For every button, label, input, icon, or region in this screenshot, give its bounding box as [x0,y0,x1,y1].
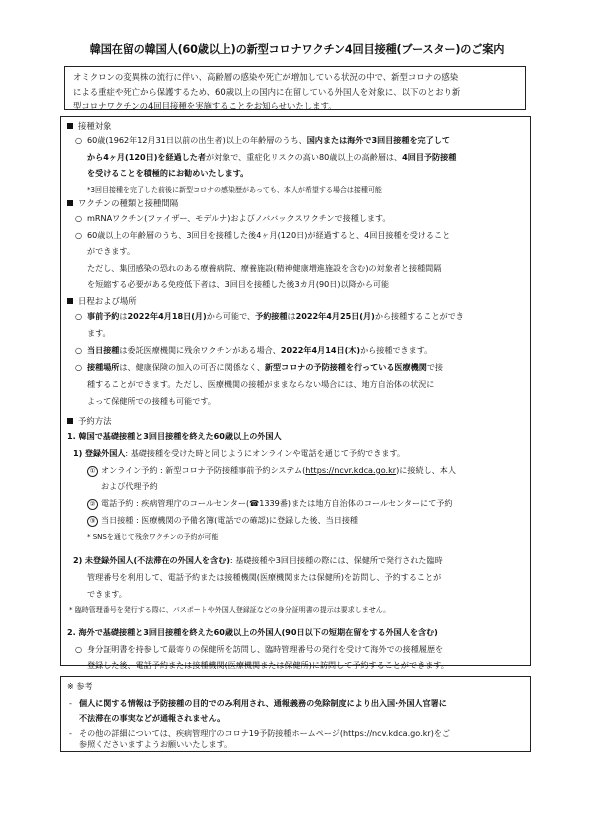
subsection-heading: 2. 海外で基礎接種と3回目接種を終えた60歳以上の外国人(90日以下の短期在留をする外国人を含む) [67,627,438,637]
overseas-line: 身分証明書を持参して最寄りの保健所を訪問し、臨時管理番号の発行を受けて海外での接種履歴を [87,644,444,654]
bullet-icon: ○ [75,362,83,372]
square-bullet-icon [67,298,73,304]
reference-line: 不法滞在の事実などが通報されません。 [79,713,226,723]
subsection-heading: 1. 韓国で基礎接種と3回目接種を終えた60歳以上の外国人 [67,431,282,441]
reference-box [60,676,531,752]
dash-icon: - [69,728,72,738]
phone-icon: ☎1339 [249,498,280,508]
registered-line: 1) 登録外国人: 基礎接種を受けた時と同じようにオンラインや電話を通じて予約できます。 [73,448,406,458]
schedule-line: ます。 [87,328,111,338]
method-phone: ② 電話予約 : 疾病管理庁のコールセンター(☎1339番)または地方自治体のコールセンターにて予約 [87,498,452,510]
intro-box [64,66,526,110]
schedule-line: 事前予約は2022年4月18日(月)から可能で、予約接種は2022年4月25日(月)から接種することができ [87,311,464,321]
overseas-line: 登録した後、電話予約または接種機関(医療機関または保健所)に訪問して予約することができます。 [87,660,449,670]
bullet-icon: ○ [75,311,83,321]
schedule-line: よって保健所での接種も可能です。 [87,396,216,406]
reference-line: 個人に関する情報は予防接種の目的でのみ利用され、通報義務の免除制度により出入国·外国人官署に [79,698,447,708]
section-heading-vaccine: ワクチンの種類と接種間隔 [67,197,178,209]
bullet-icon: ○ [75,345,83,355]
bullet-icon: ○ [75,135,83,145]
target-line: を受けることを積極的にお勧めいたします。 [87,168,249,178]
intro-line: による重症や死亡から保護するため、60歳以上の国内に在留している外国人を対象に、以下のとおり新 [73,86,461,97]
vaccine-line: ただし、集団感染の恐れのある療養病院、療養施設(精神健康増進施設を含む)の対象者と接種間隔 [87,263,442,273]
intro-line: 型コロナワクチンの4回目接種を実施することをお知らせいたします。 [73,101,337,111]
method-online: ① オンライン予約 : 新型コロナ予防接種事前予約システム(https://ncvr.kdca.go.kr)に接続し、本人 [87,465,456,477]
numbered-circle-icon: ② [87,499,98,510]
unregistered-line: できます。 [87,589,127,599]
method-same-day: ③ 当日接種 : 医療機関の予備名簿(電話での確認)に登録した後、当日接種 [87,515,358,527]
square-bullet-icon [67,200,73,206]
vaccine-line: を短縮する必要がある免疫低下者は、3回目を接種した後3カ月(90日)以降から可能 [87,279,390,289]
section-heading-reservation: 予約方法 [67,415,112,427]
target-note: *3回目接種を完了した前後に新型コロナの感染歴があっても、本人が希望する場合は接種可能 [87,186,382,194]
sns-note: * SNSを通じて残余ワクチンの予約が可能 [87,533,219,541]
unregistered-line: 管理番号を利用して、電話予約または接種機関(医療機関または保健所)を訪問し、予約することが [87,572,442,582]
bullet-icon: ○ [75,213,83,223]
reference-line: 参照くださいますようお願いいたします。 [79,739,233,749]
reference-line: その他の詳細については、疾病管理庁のコロナ19予防接種ホームページ(https://ncv.kdca.go.kr)をご [79,728,451,738]
intro-line: オミクロンの変異株の流行に伴い、高齢層の感染や死亡が増加している状況の中で、新型コロナの感染 [73,72,459,82]
bullet-icon: ○ [75,644,83,654]
square-bullet-icon [67,418,73,424]
section-heading-target: 接種対象 [67,120,112,132]
target-line: 60歳(1962年12月31日以前の出生者)以上の年齢層のうち、国内または海外で3回目接種を完了して [87,135,450,145]
schedule-line: 当日接種は委託医療機関に残余ワクチンがある場合、2022年4月14日(木)から接種できます。 [87,345,433,355]
vaccine-line: ができます。 [87,246,135,256]
reference-heading: ※ 参考 [67,681,93,691]
section-heading-schedule: 日程および場所 [67,295,137,307]
numbered-circle-icon: ③ [87,516,98,527]
unregistered-line: 2) 未登録外国人(不法滞在の外国人を含む): 基礎接種や3回目接種の際には、保健所で発行された臨時 [73,555,443,565]
reservation-link[interactable]: https://ncvr.kdca.go.kr [305,465,397,475]
dash-icon: - [69,698,72,708]
bullet-icon: ○ [75,230,83,240]
square-bullet-icon [67,123,73,129]
target-line: から4ヶ月(120日)を経過した者が対象で、重症化リスクの高い80歳以上の高齢層は、4回目予防接種 [87,152,457,162]
page-title: 韓国在留の韓国人(60歳以上)の新型コロナワクチン4回目接種(ブースター)のご案内 [89,43,505,56]
vaccine-line: mRNAワクチン(ファイザー、モデルナ)およびノババックスワクチンで接種します。 [87,213,391,223]
schedule-line: 種することができます。ただし、医療機関の接種がままならない場合には、地方自治体の状況に [87,379,435,389]
numbered-circle-icon: ① [87,466,98,477]
main-box [60,116,531,670]
schedule-line: 接種場所は、健康保険の加入の可否に関係なく、新型コロナの予防接種を行っている医療機関で接 [87,362,444,372]
vaccine-line: 60歳以上の年齢層のうち、3回目を接種した後4ヶ月(120日)が経過すると、4回目接種を受けること [87,230,451,240]
id-note: * 臨時管理番号を発行する際に、パスポートや外国人登録証などの身分証明書の提示は要求しません。 [69,606,391,614]
method-online-line2: および代理予約 [101,481,158,491]
